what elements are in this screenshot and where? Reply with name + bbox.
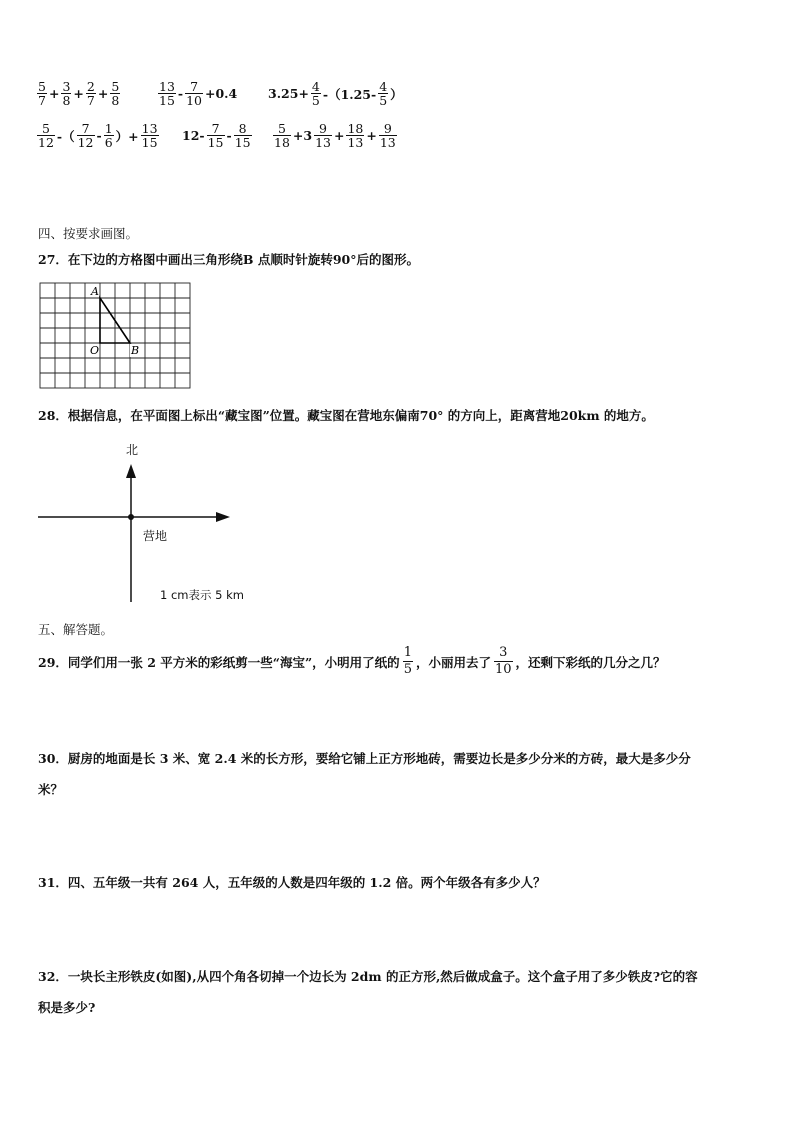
east-arrowhead: [216, 512, 230, 522]
fraction: $\frac{1}{5}$: [403, 645, 412, 677]
calc-expression-1: $\frac{5}{7}$ + $\frac{3}{8}$ + $\frac{2}{7}$ + $\frac{5}{8}$: [38, 79, 120, 108]
label-o: O: [90, 344, 100, 357]
question-29-text: 29．同学们用一张 2 平方米的彩纸剪一些“海宝”，小明用了纸的 $\frac{1}{5}$ ，小丽用去了 $\frac{3}{10}$ ，还剩下彩纸的几分之几？: [38, 645, 666, 677]
scale-label: 1 cm表示 5 km: [160, 588, 244, 602]
label-b: B: [131, 344, 140, 357]
camp-label: 营地: [143, 529, 168, 543]
fraction: $\frac{4}{5}$: [379, 79, 388, 108]
question-32-line-1: 32．一块长主形铁皮(如图),从四个角各切掉一个边长为 2dm 的正方形,然后做成盒子。这个盒子用了多少铁皮?它的容: [38, 969, 698, 984]
calc-expression-2: $\frac{13}{15}$ - $\frac{7}{10}$ +0.4: [159, 79, 238, 108]
fraction: $\frac{7}{12}$: [77, 121, 94, 150]
fraction: $\frac{7}{10}$: [186, 79, 203, 108]
fraction: $\frac{5}{12}$: [38, 121, 54, 150]
fraction: $\frac{8}{15}$: [234, 121, 251, 150]
fraction: $\frac{3}{10}$: [494, 645, 512, 677]
grid-lines: [40, 283, 190, 388]
fraction: $\frac{13}{15}$: [141, 121, 158, 150]
north-arrowhead: [126, 464, 136, 478]
fraction: $\frac{5}{8}$: [111, 79, 120, 108]
fraction: $\frac{5}{18}$: [274, 121, 290, 150]
calc-expression-4: $\frac{5}{12}$ -（ $\frac{7}{12}$ - $\frac{1}{6}$ ）+ $\frac{13}{15}$: [38, 121, 158, 150]
question-30-line-2: 米？: [38, 782, 64, 797]
fraction: $\frac{1}{6}$: [104, 121, 113, 150]
fraction: $\frac{2}{7}$: [86, 79, 95, 108]
label-a: A: [91, 285, 99, 298]
fraction: $\frac{9}{13}$: [315, 121, 331, 150]
question-27-text: 27．在下边的方格图中画出三角形绕B 点顺时针旋转90°后的图形。: [38, 252, 419, 267]
question-28-text: 28．根据信息，在平面图上标出“藏宝图”位置。藏宝图在营地东偏南70° 的方向上，距离营地20km 的地方。: [38, 408, 654, 423]
fraction: $\frac{9}{13}$: [379, 121, 396, 150]
question-32-line-2: 积是多少?: [38, 1000, 96, 1015]
section-title-4: 四、按要求画图。: [38, 226, 139, 241]
fraction: $\frac{13}{15}$: [159, 79, 175, 108]
direction-map-figure: [36, 436, 266, 608]
calc-expression-5: 12- $\frac{7}{15}$ - $\frac{8}{15}$: [182, 121, 251, 150]
question-31-text: 31．四、五年级一共有 264 人，五年级的人数是四年级的 1.2 倍。两个年级各有多少人？: [38, 875, 546, 890]
fraction: $\frac{5}{7}$: [38, 79, 46, 108]
fraction: $\frac{18}{13}$: [347, 121, 364, 150]
camp-point: [128, 514, 134, 520]
section-title-5: 五、解答题。: [38, 622, 114, 637]
rotation-grid-figure: [38, 281, 194, 391]
calc-expression-3: 3.25+ $\frac{4}{5}$ -（1.25- $\frac{4}{5}$ ）: [268, 79, 403, 108]
fraction: $\frac{7}{15}$: [207, 121, 224, 150]
north-label: 北: [126, 443, 139, 457]
calc-expression-6: $\frac{5}{18}$ +3 $\frac{9}{13}$ + $\frac{18}{13}$ + $\frac{9}{13}$: [274, 121, 396, 150]
question-30-line-1: 30．厨房的地面是长 3 米、宽 2.4 米的长方形，要给它铺上正方形地砖，需要边长是多少分米的方砖，最大是多少分: [38, 751, 691, 766]
fraction: $\frac{4}{5}$: [311, 79, 320, 108]
fraction: $\frac{3}{8}$: [62, 79, 71, 108]
